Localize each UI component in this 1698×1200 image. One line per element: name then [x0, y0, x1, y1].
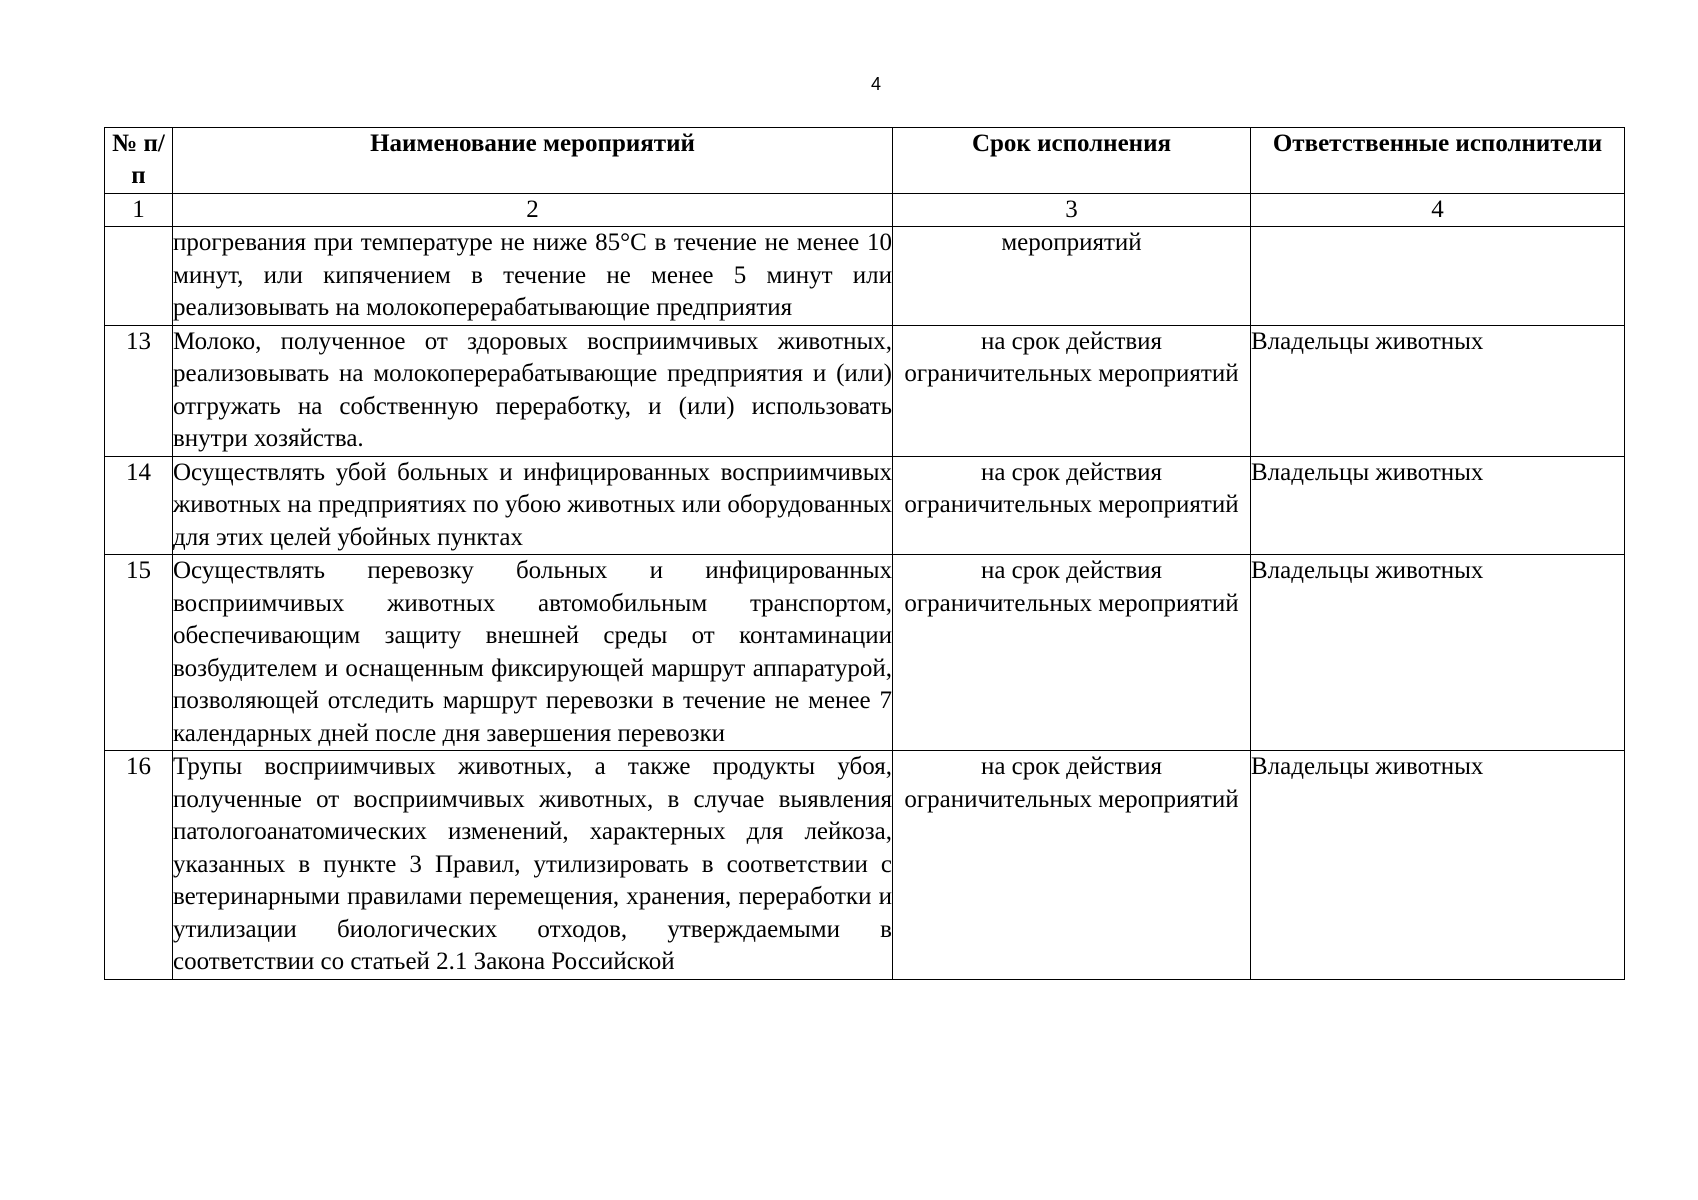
header-responsible: Ответственные исполнители [1251, 128, 1625, 194]
row-responsible: Владельцы животных [1251, 456, 1625, 555]
header-name: Наименование мероприятий [173, 128, 893, 194]
row-description: Осуществлять перевозку больных и инфицированных восприимчивых животных автомобильным транспортом, обеспечивающим защиту внешней среды от контаминации возбудителем и оснащенным фиксирующей маршрут аппаратурой, позволяющей отследить маршрут перевозки в течение не менее 7 календарных дней после дня завершения перевозки [173, 555, 893, 751]
row-responsible [1251, 227, 1625, 326]
table-row [105, 456, 1625, 555]
table-row [105, 751, 1625, 980]
table-row [105, 555, 1625, 751]
column-number: 1 [105, 194, 173, 227]
row-deadline: на срок действия ограничительных мероприятий [893, 325, 1251, 456]
row-number [105, 227, 173, 326]
row-number: 16 [105, 751, 173, 980]
row-responsible: Владельцы животных [1251, 751, 1625, 980]
column-number: 3 [893, 194, 1251, 227]
row-deadline: на срок действия ограничительных мероприятий [893, 751, 1251, 980]
header-number: № п/п [105, 128, 173, 194]
row-deadline: мероприятий [893, 227, 1251, 326]
row-description: Молоко, полученное от здоровых восприимчивых животных, реализовывать на молокоперерабатывающие предприятия и (или) отгружать на собственную переработку, и (или) использовать внутри хозяйства. [173, 325, 893, 456]
row-deadline: на срок действия ограничительных мероприятий [893, 555, 1251, 751]
column-number: 2 [173, 194, 893, 227]
table-row [105, 227, 1625, 326]
header-deadline: Срок исполнения [893, 128, 1251, 194]
row-number: 15 [105, 555, 173, 751]
row-responsible: Владельцы животных [1251, 555, 1625, 751]
column-number: 4 [1251, 194, 1625, 227]
table-row [105, 325, 1625, 456]
row-description: Осуществлять убой больных и инфицированных восприимчивых животных на предприятиях по убою животных или оборудованных для этих целей убойных пунктах [173, 456, 893, 555]
row-number: 14 [105, 456, 173, 555]
row-description: прогревания при температуре не ниже 85°С в течение не менее 10 минут, или кипячением в течение не менее 5 минут или реализовывать на молокоперерабатывающие предприятия [173, 227, 893, 326]
column-number-row [105, 194, 1625, 227]
page-number: 4 [870, 74, 881, 94]
row-deadline: на срок действия ограничительных мероприятий [893, 456, 1251, 555]
row-responsible: Владельцы животных [1251, 325, 1625, 456]
row-number: 13 [105, 325, 173, 456]
measures-table [104, 127, 1625, 980]
row-description: Трупы восприимчивых животных, а также продукты убоя, полученные от восприимчивых животных, в случае выявления патологоанатомических изменений, характерных для лейкоза, указанных в пункте 3 Правил, утилизировать в соответствии с ветеринарными правилами перемещения, хранения, переработки и утилизации биологических отходов, утверждаемыми в соответствии со статьей 2.1 Закона Российской [173, 751, 893, 980]
header-row [105, 128, 1625, 194]
